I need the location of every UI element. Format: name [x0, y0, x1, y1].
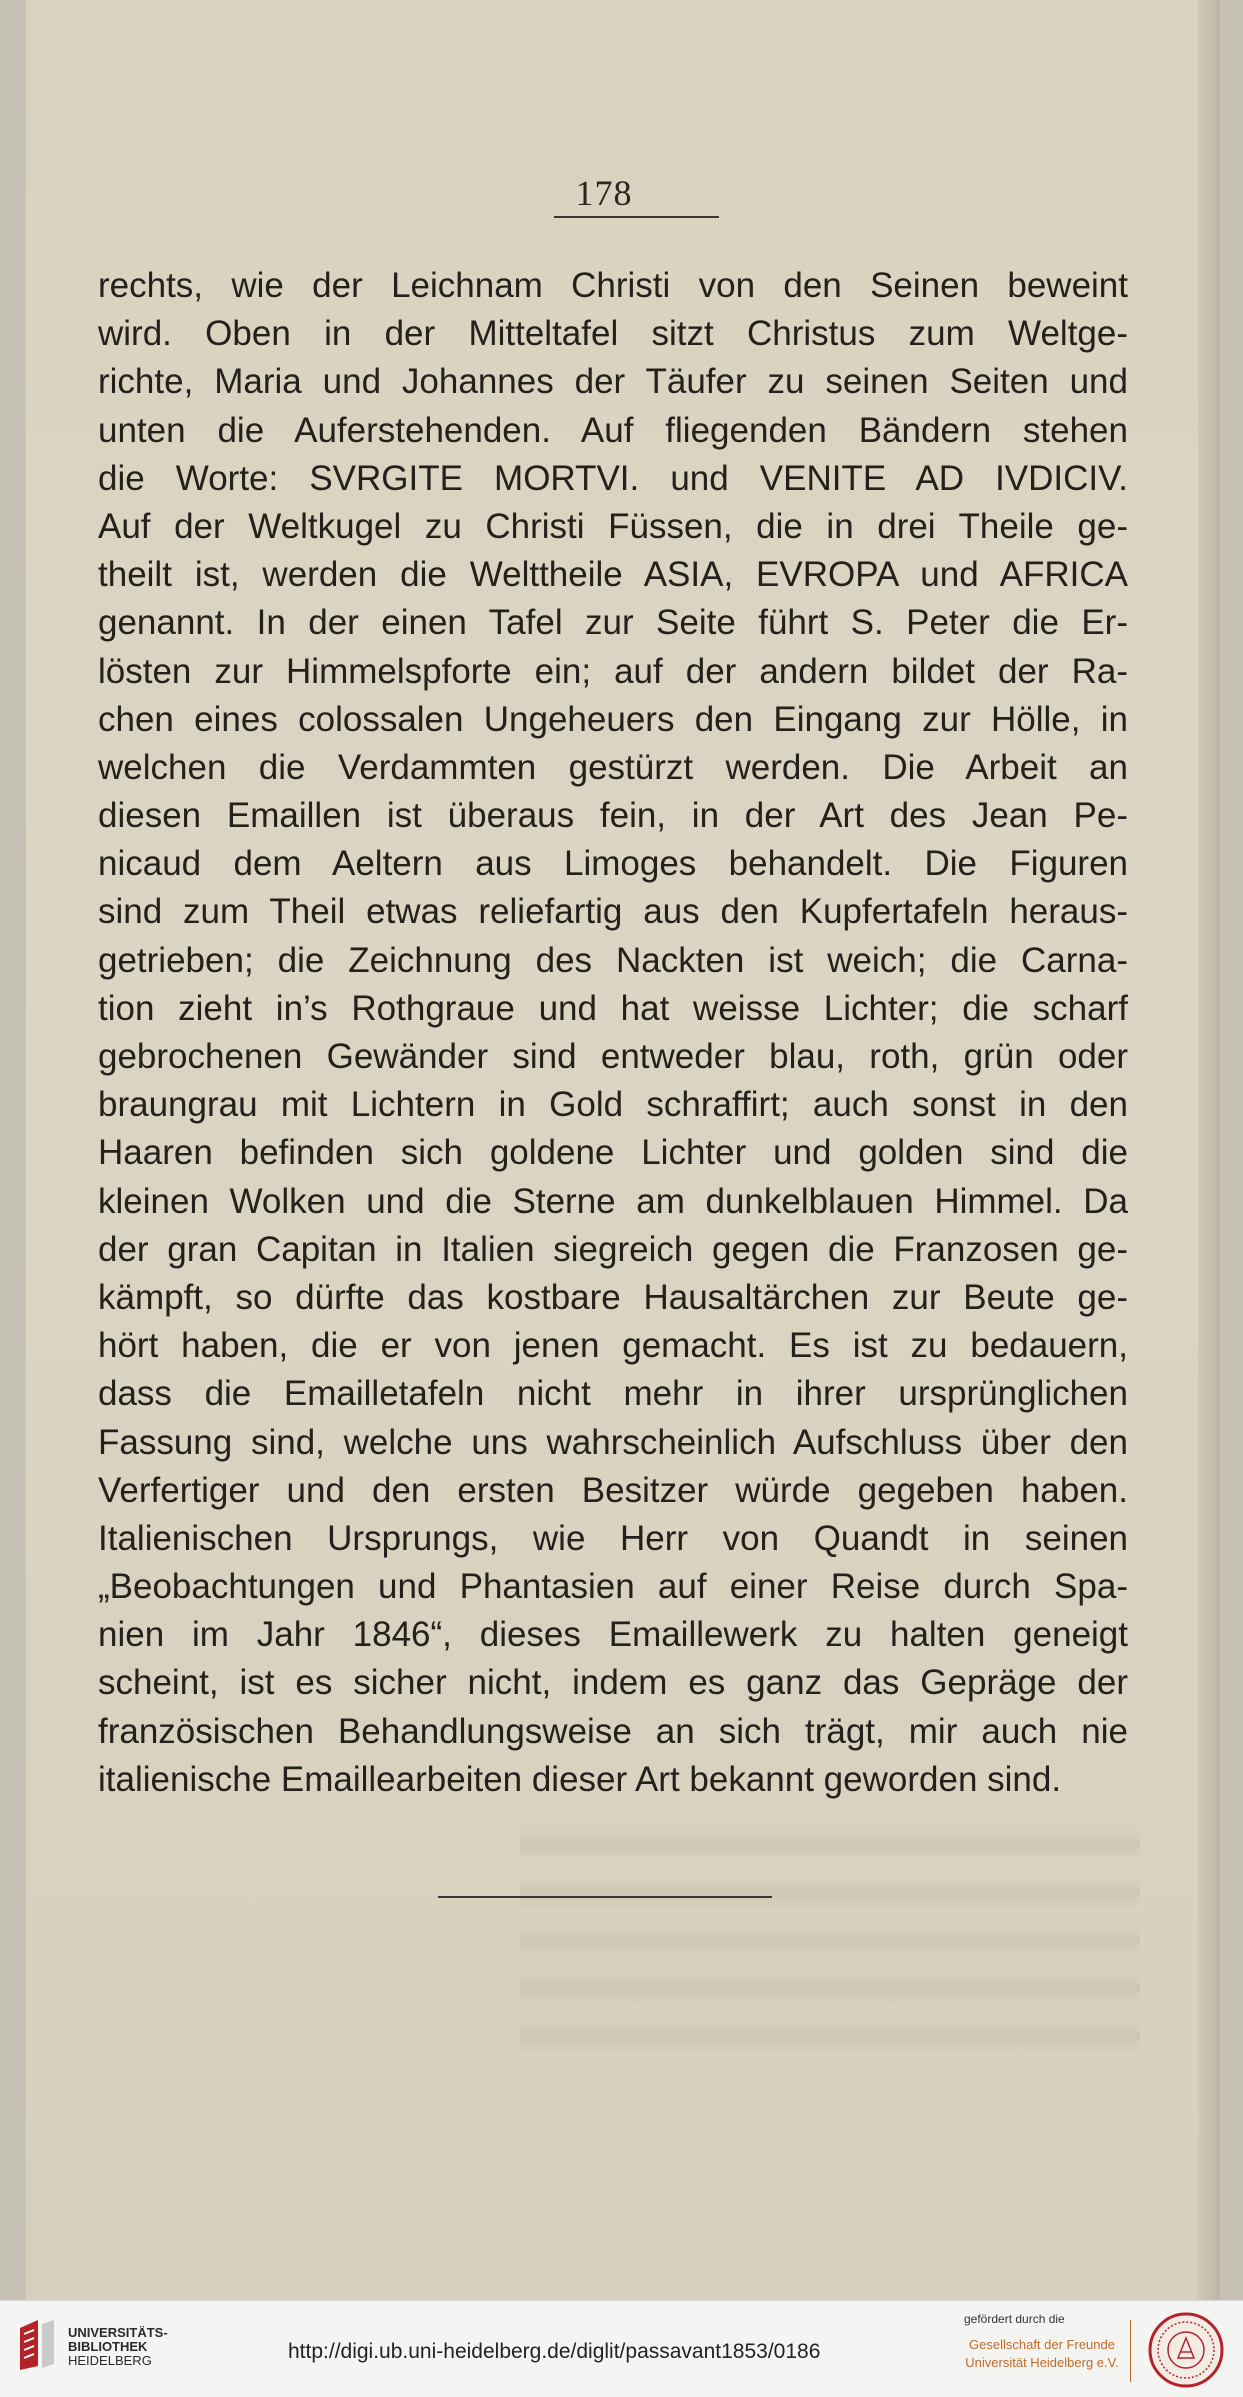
- text-line: genannt. In der einen Tafel zur Seite führt S. Peter die Er-: [98, 603, 1128, 643]
- text-line: dass die Emailletafeln nicht mehr in ihrer ursprünglichen: [98, 1374, 1128, 1414]
- text-line: braungrau mit Lichtern in Gold schraffirt; auch sonst in den: [98, 1085, 1128, 1125]
- text-line: „Beobachtungen und Phantasien auf einer Reise durch Spa-: [98, 1567, 1128, 1607]
- text-line: der gran Capitan in Italien siegreich gegen die Franzosen ge-: [98, 1229, 1128, 1269]
- text-line: unten die Auferstehenden. Auf fliegenden Bändern stehen: [98, 410, 1128, 450]
- text-line: lösten zur Himmelspforte ein; auf der andern bildet der Ra-: [98, 651, 1128, 691]
- header-rule: [554, 216, 719, 218]
- page-number: 178: [575, 173, 633, 213]
- university-seal-icon[interactable]: [1148, 2312, 1224, 2388]
- text-line: wird. Oben in der Mitteltafel sitzt Christus zum Weltge-: [98, 314, 1128, 354]
- text-line: richte, Maria und Johannes der Täufer zu seinen Seiten und: [98, 362, 1128, 402]
- text-line: chen eines colossalen Ungeheuers den Eingang zur Hölle, in: [98, 699, 1128, 739]
- text-line: Verfertiger und den ersten Besitzer würde gegeben haben.: [98, 1470, 1128, 1510]
- society-line1: Gesellschaft der Freunde: [969, 2337, 1115, 2352]
- permalink-url[interactable]: http://digi.ub.uni-heidelberg.de/diglit/passavant1853/0186: [288, 2340, 821, 2363]
- text-line: welchen die Verdammten gestürzt werden. Die Arbeit an: [98, 747, 1128, 787]
- page-edge: [1198, 0, 1220, 2300]
- library-name-line2: BIBLIOTHEK: [68, 2339, 148, 2354]
- text-line: Haaren befinden sich goldene Lichter und golden sind die: [98, 1133, 1128, 1173]
- supported-by-label: gefördert durch die: [964, 2312, 1065, 2326]
- text-line: sind zum Theil etwas reliefartig aus den Kupfertafeln heraus-: [98, 892, 1128, 932]
- text-line: Auf der Weltkugel zu Christi Füssen, die in drei Theile ge-: [98, 506, 1128, 546]
- text-line: nicaud dem Aeltern aus Limoges behandelt. Die Figuren: [98, 844, 1128, 884]
- society-line2: Universität Heidelberg e.V.: [965, 2355, 1119, 2370]
- text-line: diesen Emaillen ist überaus fein, in der Art des Jean Pe-: [98, 796, 1128, 836]
- text-line: theilt ist, werden die Welttheile ASIA, EVROPA und AFRICA: [98, 555, 1128, 595]
- text-line: kämpft, so dürfte das kostbare Hausaltärchen zur Beute ge-: [98, 1277, 1128, 1317]
- university-library-logo-icon[interactable]: [14, 2314, 60, 2374]
- text-line: getrieben; die Zeichnung des Nackten ist weich; die Carna-: [98, 940, 1128, 980]
- society-divider: [1130, 2320, 1131, 2382]
- library-city: HEIDELBERG: [68, 2353, 152, 2368]
- text-line: gebrochenen Gewänder sind entweder blau, roth, grün oder: [98, 1037, 1128, 1076]
- society-name[interactable]: [962, 2336, 1122, 2372]
- footer-rule: [438, 1896, 772, 1898]
- text-line: Italienischen Ursprungs, wie Herr von Quandt in seinen: [98, 1518, 1128, 1558]
- text-line: nien im Jahr 1846“, dieses Emaillewerk zu halten geneigt: [98, 1615, 1128, 1655]
- text-line: die Worte: SVRGITE MORTVI. und VENITE AD IVDICIV.: [98, 458, 1128, 498]
- text-line: hört haben, die er von jenen gemacht. Es ist zu bedauern,: [98, 1326, 1128, 1366]
- text-line: Fassung sind, welche uns wahrscheinlich Aufschluss über den: [98, 1422, 1128, 1462]
- library-name[interactable]: [68, 2326, 168, 2368]
- library-name-line1: UNIVERSITÄTS-: [68, 2325, 168, 2340]
- body-text: [98, 262, 1128, 1804]
- text-line: tion zieht in’s Rothgraue und hat weisse Lichter; die scharf: [98, 988, 1128, 1028]
- text-line: scheint, ist es sicher nicht, indem es ganz das Gepräge der: [98, 1663, 1128, 1703]
- text-line: rechts, wie der Leichnam Christi von den Seinen beweint: [98, 266, 1128, 305]
- text-line: italienische Emaillearbeiten dieser Art bekannt geworden sind.: [98, 1759, 1062, 1799]
- text-line: kleinen Wolken und die Sterne am dunkelblauen Himmel. Da: [98, 1181, 1128, 1221]
- show-through-text: [520, 1830, 1140, 2060]
- text-line: französischen Behandlungsweise an sich trägt, mir auch nie: [98, 1711, 1128, 1751]
